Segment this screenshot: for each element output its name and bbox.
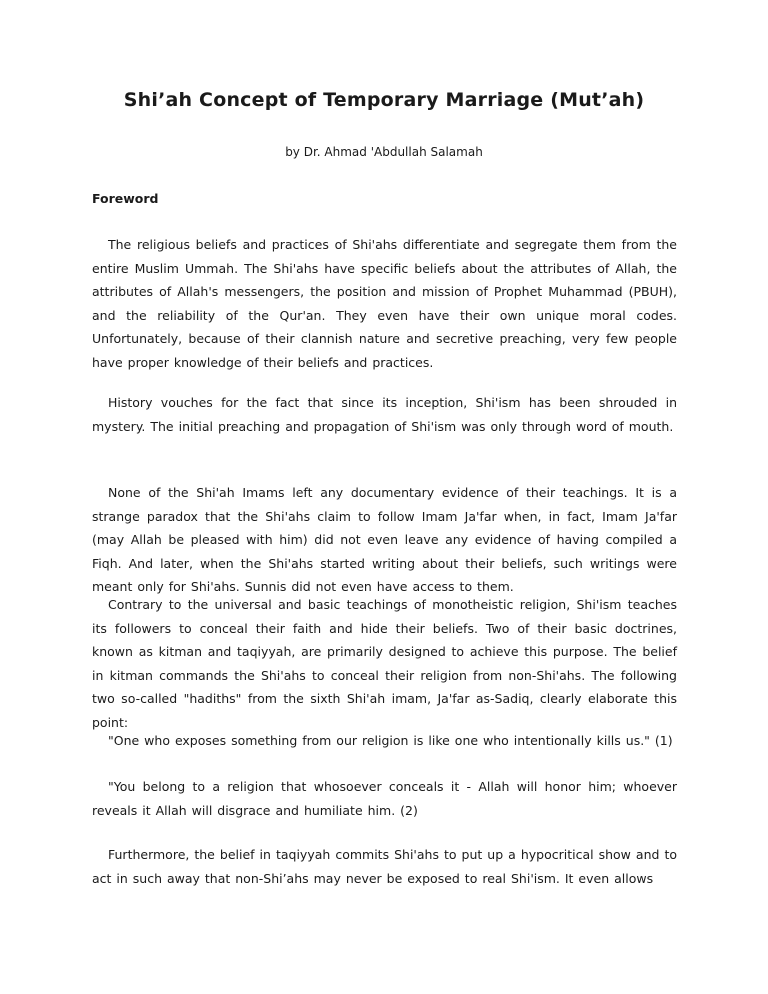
paragraph: The religious beliefs and practices of Shi'ahs differentiate and segregate them from the entire Muslim Ummah. The Shi'ahs have specific beliefs about the attributes of Allah, the attributes of Allah's messengers, the position and mission of Prophet Muhammad (PBUH), and the reliability of the Qur'an. They even have their own unique moral codes. Unfortunately, because of their clannish nature and secretive preaching, very few people have proper knowledge of their beliefs and practices. [92, 237, 677, 370]
paragraph: History vouches for the fact that since its inception, Shi'ism has been shrouded in mystery. The initial preaching and propagation of Shi'ism was only through word of mouth. [92, 395, 677, 434]
paragraph: None of the Shi'ah Imams left any documentary evidence of their teachings. It is a strange paradox that the Shi'ahs claim to follow Imam Ja'far when, in fact, Imam Ja'far (may Allah be pleased with him) did not even leave any evidence of having compiled a Fiqh. And later, when the Shi'ahs started writing about their beliefs, such writings were meant only for Shi'ahs. Sunnis did not even have access to them. [92, 485, 677, 594]
paragraph: "You belong to a religion that whosoever conceals it - Allah will honor him; whoever reveals it Allah will disgrace and humiliate him. (2) [92, 779, 677, 818]
paragraph: Furthermore, the belief in taqiyyah commits Shi'ahs to put up a hypocritical show and to act in such away that non-Shi’ahs may never be exposed to real Shi'ism. It even allows [92, 847, 677, 886]
section-heading: Foreword [92, 191, 159, 206]
document-title: Shi’ah Concept of Temporary Marriage (Mut’ah) [123, 89, 645, 111]
paragraph: "One who exposes something from our religion is like one who intentionally kills us." (1) [108, 733, 673, 748]
author-byline: by Dr. Ahmad 'Abdullah Salamah [285, 145, 483, 159]
paragraph: Contrary to the universal and basic teachings of monotheistic religion, Shi'ism teaches its followers to conceal their faith and hide their beliefs. Two of their basic doctrines, known as kitman and taqiyyah, are primarily designed to achieve this purpose. The belief in kitman commands the Shi'ahs to conceal their religion from non-Shi'ahs. The following two so-called "hadiths" from the sixth Shi'ah imam, Ja'far as-Sadiq, clearly elaborate this point: [92, 597, 677, 730]
